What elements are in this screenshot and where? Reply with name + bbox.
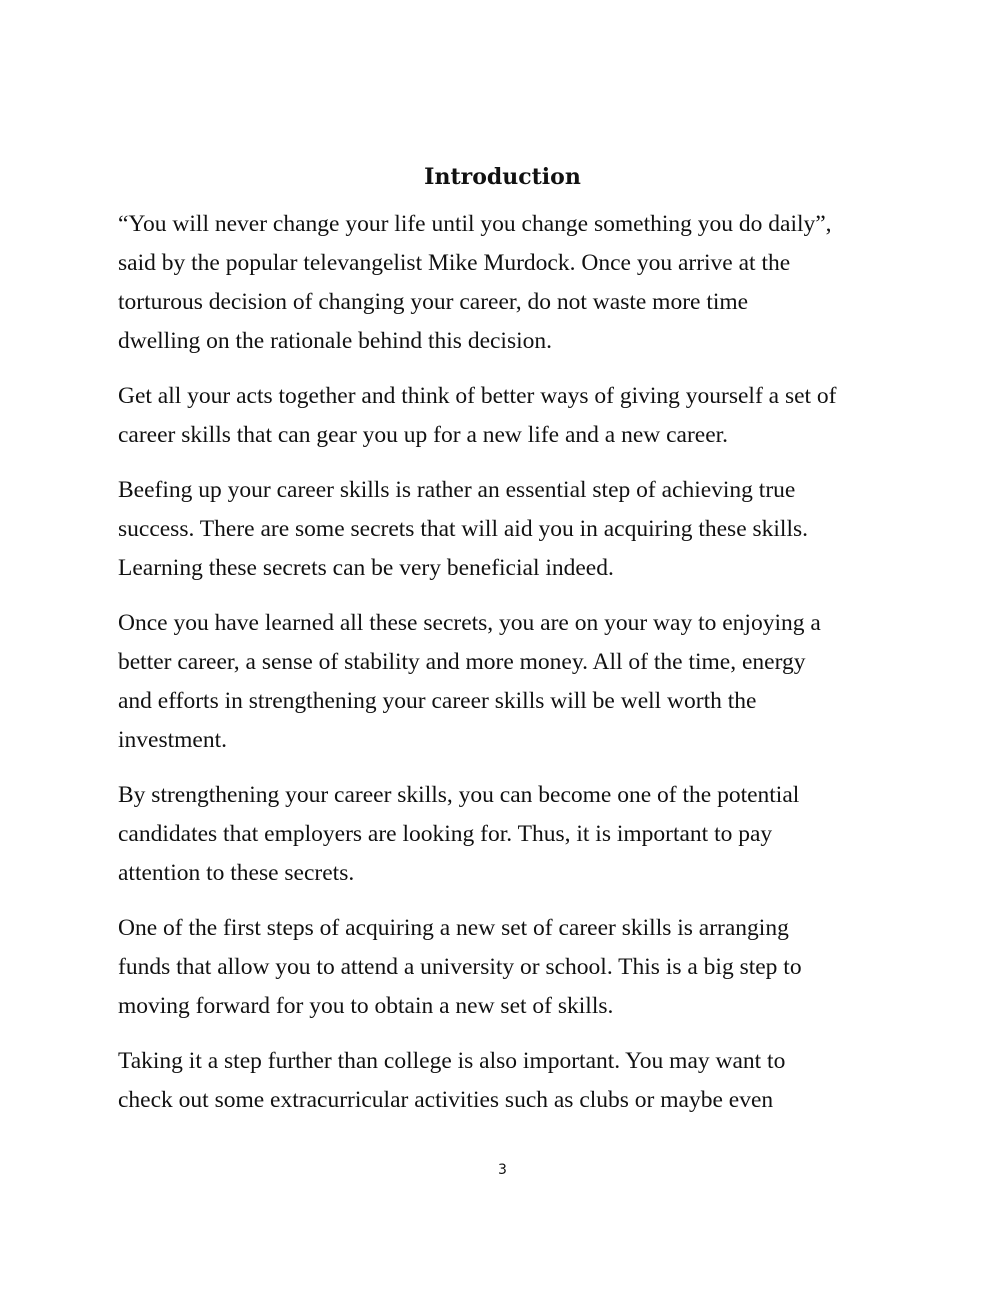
page-number: 3: [498, 1162, 507, 1178]
text-line: and efforts in strengthening your career skills will be well worth the: [118, 688, 757, 714]
text-line: Beefing up your career skills is rather an essential step of achieving true: [118, 477, 796, 503]
text-line: Learning these secrets can be very beneficial indeed.: [118, 555, 614, 581]
text-line: “You will never change your life until you change something you do daily”,: [118, 211, 832, 237]
paragraph: [118, 776, 888, 893]
text-line: One of the first steps of acquiring a new set of career skills is arranging: [118, 915, 789, 941]
text-line: said by the popular televangelist Mike Murdock. Once you arrive at the: [118, 250, 791, 276]
paragraph: [118, 377, 888, 455]
paragraph: [118, 205, 888, 361]
text-line: moving forward for you to obtain a new set of skills.: [118, 993, 614, 1019]
text-line: attention to these secrets.: [118, 860, 355, 886]
page-title: Introduction: [424, 164, 581, 190]
text-line: check out some extracurricular activities such as clubs or maybe even: [118, 1087, 774, 1113]
text-line: Get all your acts together and think of better ways of giving yourself a set of: [118, 383, 837, 409]
body-text: [118, 205, 888, 1120]
text-line: torturous decision of changing your career, do not waste more time: [118, 289, 749, 315]
paragraph: [118, 909, 888, 1026]
text-line: dwelling on the rationale behind this decision.: [118, 328, 553, 354]
text-line: Once you have learned all these secrets, you are on your way to enjoying a: [118, 610, 821, 636]
paragraph: [118, 471, 888, 588]
text-line: candidates that employers are looking for. Thus, it is important to pay: [118, 821, 773, 847]
text-line: career skills that can gear you up for a new life and a new career.: [118, 422, 729, 448]
text-line: better career, a sense of stability and more money. All of the time, energy: [118, 649, 806, 675]
paragraph: [118, 604, 888, 760]
text-line: By strengthening your career skills, you can become one of the potential: [118, 782, 800, 808]
text-line: funds that allow you to attend a university or school. This is a big step to: [118, 954, 802, 980]
text-line: Taking it a step further than college is also important. You may want to: [118, 1048, 786, 1074]
text-line: success. There are some secrets that will aid you in acquiring these skills.: [118, 516, 809, 542]
paragraph: [118, 1042, 888, 1120]
text-line: investment.: [118, 727, 227, 753]
